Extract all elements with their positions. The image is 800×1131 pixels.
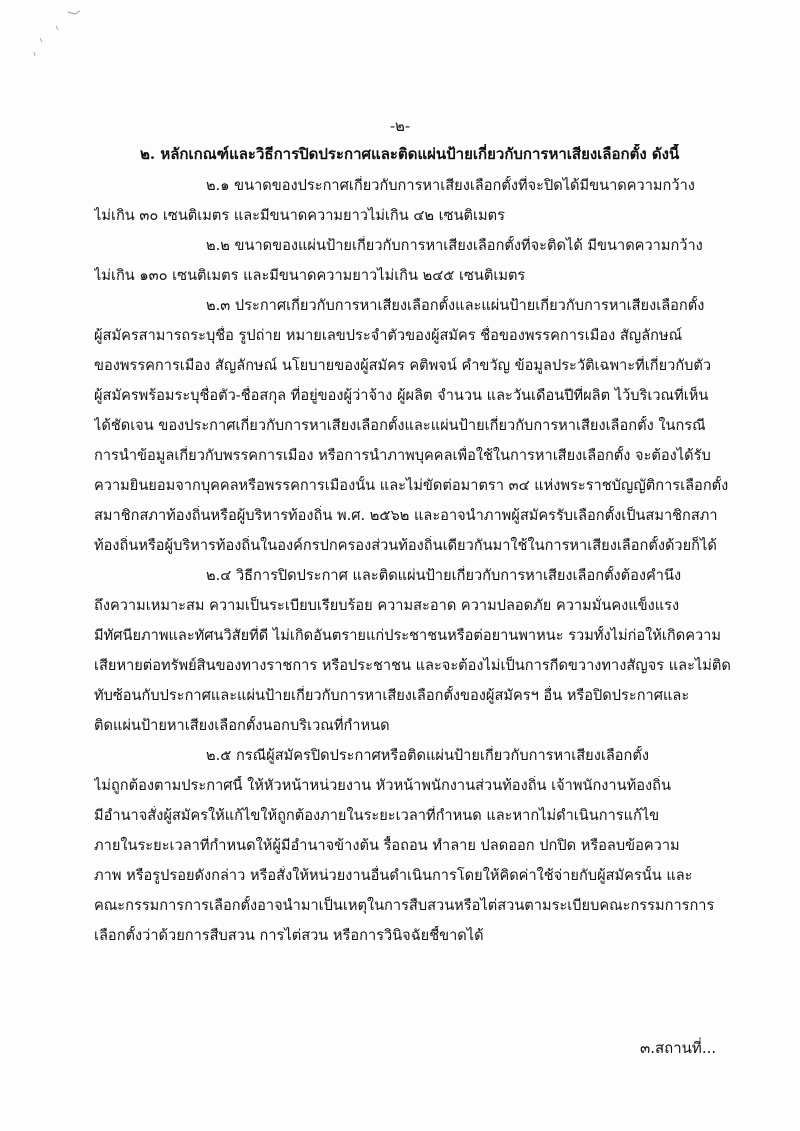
paragraph-2-4-line-2: ถึงความเหมาะสม ความเป็นระเบียบเรียบร้อย ความสะอาด ความปลอดภัย ความมั่นคงแข็งแรง	[94, 597, 680, 614]
paragraph-2-2-line-1: ๒.๒ ขนาดของแผ่นป้ายเกี่ยวกับการหาเสียงเลือกตั้งที่จะติดได้ มีขนาดความกว้าง	[206, 237, 703, 254]
scan-marks	[20, 0, 100, 70]
paragraph-2-3-line-5: ได้ชัดเจน ของประกาศเกี่ยวกับการหาเสียงเลือกตั้งและแผ่นป้ายเกี่ยวกับการหาเสียงเลือกตั้ง ในกรณี	[94, 417, 706, 434]
paragraph-2-4-line-5: ทับซ้อนกับประกาศและแผ่นป้ายเกี่ยวกับการหาเสียงเลือกตั้งของผู้สมัครฯ อื่น หรือปิดประกาศและ	[94, 687, 690, 704]
paragraph-2-5-line-3: มีอำนาจสั่งผู้สมัครให้แก้ไขให้ถูกต้องภายในระยะเวลาที่กำหนด และหากไม่ดำเนินการแก้ไข	[94, 807, 660, 824]
paragraph-2-1-line-2: ไม่เกิน ๓๐ เซนติเมตร และมีขนาดความยาวไม่เกิน ๔๒ เซนติเมตร	[94, 207, 505, 224]
paragraph-2-4-line-1: ๒.๔ วิธีการปิดประกาศ และติดแผ่นป้ายเกี่ยวกับการหาเสียงเลือกตั้งต้องคำนึง	[206, 567, 682, 584]
paragraph-2-5-line-7: เลือกตั้งว่าด้วยการสืบสวน การไต่สวน หรือการวินิจฉัยชี้ขาดได้	[94, 927, 484, 944]
paragraph-2-5-line-4: ภายในระยะเวลาที่กำหนดให้ผู้มีอำนาจข้างต้น รื้อถอน ทำลาย ปลดออก ปกปิด หรือลบข้อความ	[94, 837, 680, 854]
paragraph-2-5-line-1: ๒.๕ กรณีผู้สมัครปิดประกาศหรือติดแผ่นป้ายเกี่ยวกับการหาเสียงเลือกตั้ง	[206, 747, 649, 764]
paragraph-2-4-line-4: เสียหายต่อทรัพย์สินของทางราชการ หรือประชาชน และจะต้องไม่เป็นการกีดขวางทางสัญจร และไม่ติด	[94, 657, 731, 674]
paragraph-2-5-line-6: คณะกรรมการการเลือกตั้งอาจนำมาเป็นเหตุในการสืบสวนหรือไต่สวนตามระเบียบคณะกรรมการการ	[94, 897, 715, 914]
continuation-note: ๓.สถานที่...	[640, 1039, 717, 1057]
paragraph-2-5-line-2: ไม่ถูกต้องตามประกาศนี้ ให้หัวหน้าหน่วยงาน หัวหน้าพนักงานส่วนท้องถิ่น เจ้าพนักงานท้องถิ่น	[94, 777, 671, 794]
paragraph-2-3-line-8: สมาชิกสภาท้องถิ่นหรือผู้บริหารท้องถิ่น พ.ศ. ๒๕๖๒ และอาจนำภาพผู้สมัครรับเลือกตั้งเป็นสมาชิกสภา	[94, 507, 718, 524]
page-number: -๒-	[389, 117, 411, 135]
paragraph-2-3-line-4: ผู้สมัครพร้อมระบุชื่อตัว-ชื่อสกุล ที่อยู่ของผู้ว่าจ้าง ผู้ผลิต จำนวน และวันเดือนปีที่ผลิต ไว้บริเวณที่เห็น	[94, 387, 709, 404]
paragraph-2-3-line-3: ของพรรคการเมือง สัญลักษณ์ นโยบายของผู้สมัคร คติพจน์ คำขวัญ ข้อมูลประวัติเฉพาะที่เกี่ยวกับตัว	[94, 357, 712, 374]
paragraph-2-5-line-5: ภาพ หรือรูปรอยดังกล่าว หรือสั่งให้หน่วยงานอื่นดำเนินการโดยให้คิดค่าใช้จ่ายกับผู้สมัครนั้น และ	[94, 867, 693, 884]
paragraph-2-4-line-6: ติดแผ่นป้ายหาเสียงเลือกตั้งนอกบริเวณที่กำหนด	[94, 717, 390, 734]
paragraph-2-4-line-3: มีทัศนียภาพและทัศนวิสัยที่ดี ไม่เกิดอันตรายแก่ประชาชนหรือต่อยานพาหนะ รวมทั้งไม่ก่อให้เกิดความ	[94, 627, 721, 644]
paragraph-2-3-line-2: ผู้สมัครสามารถระบุชื่อ รูปถ่าย หมายเลขประจำตัวของผู้สมัคร ชื่อของพรรคการเมือง สัญลักษณ์	[94, 327, 683, 344]
paragraph-2-1-line-1: ๒.๑ ขนาดของประกาศเกี่ยวกับการหาเสียงเลือกตั้งที่จะปิดได้มีขนาดความกว้าง	[206, 177, 695, 194]
paragraph-2-2-line-2: ไม่เกิน ๑๓๐ เซนติเมตร และมีขนาดความยาวไม่เกิน ๒๔๕ เซนติเมตร	[94, 267, 526, 284]
section-heading: ๒. หลักเกณฑ์และวิธีการปิดประกาศและติดแผ่นป้ายเกี่ยวกับการหาเสียงเลือกตั้ง ดังนี้	[140, 145, 680, 163]
paragraph-2-3-line-6: การนำข้อมูลเกี่ยวกับพรรคการเมือง หรือการนำภาพบุคคลเพื่อใช้ในการหาเสียงเลือกตั้ง จะต้องได้รับ	[94, 447, 711, 464]
paragraph-2-3-line-7: ความยินยอมจากบุคคลหรือพรรคการเมืองนั้น และไม่ขัดต่อมาตรา ๓๔ แห่งพระราชบัญญัติการเลือกตั้ง	[94, 477, 729, 494]
paragraph-2-3-line-9: ท้องถิ่นหรือผู้บริหารท้องถิ่นในองค์กรปกครองส่วนท้องถิ่นเดียวกันมาใช้ในการหาเสียงเลือกตั้งด้วยก็ได้	[94, 537, 717, 554]
paragraph-2-3-line-1: ๒.๓ ประกาศเกี่ยวกับการหาเสียงเลือกตั้งและแผ่นป้ายเกี่ยวกับการหาเสียงเลือกตั้ง	[206, 297, 705, 314]
